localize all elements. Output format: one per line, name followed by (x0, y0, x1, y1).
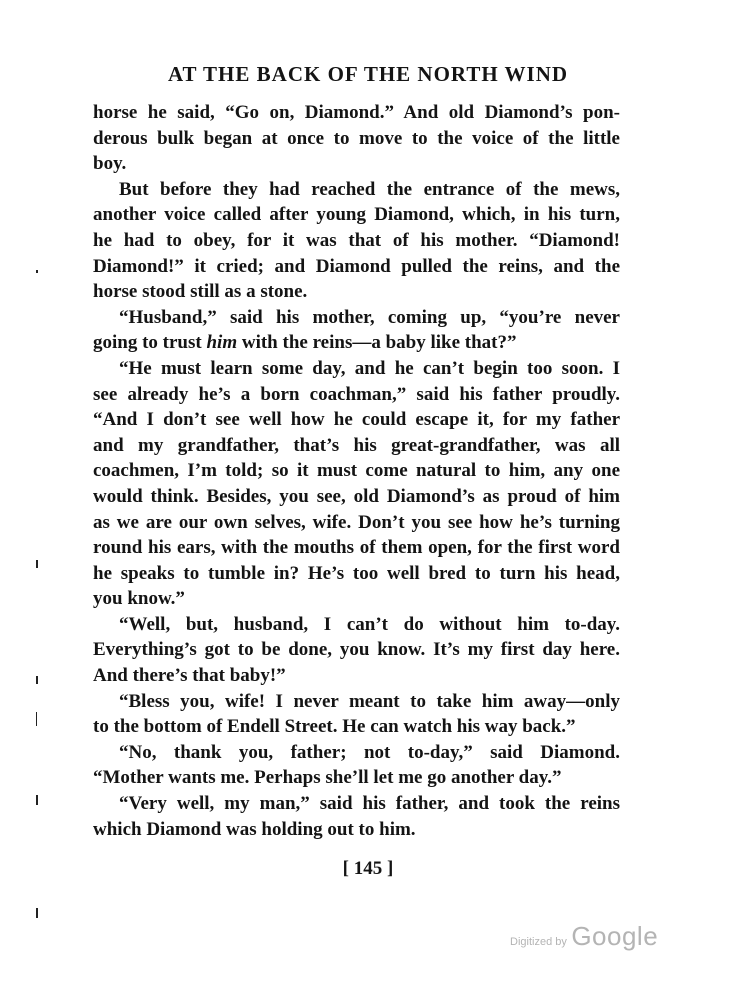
paragraph (93, 689, 620, 740)
text-line: you know.” (93, 588, 185, 610)
text-line: and my grandfather, that’s his great-grandfather, was all (93, 434, 620, 456)
paragraph (93, 305, 620, 356)
text-line: to the bottom of Endell Street. He can watch his way back.” (93, 716, 576, 738)
paragraph (93, 612, 620, 689)
text-line: another voice called after young Diamond, which, in his turn, (93, 204, 620, 226)
scan-mark (36, 270, 38, 273)
text-line: Everything’s got to be done, you know. It’s my first day here. (93, 639, 620, 661)
paragraph (93, 100, 620, 177)
text-line: which Diamond was holding out to him. (93, 818, 416, 840)
text-line: coachmen, I’m told; so it must come natural to him, any one (93, 460, 620, 482)
scan-mark (36, 795, 38, 805)
watermark-brand: Google (571, 921, 659, 951)
page-number: [ 145 ] (342, 858, 394, 879)
scan-mark (36, 908, 38, 918)
text-line: “Mother wants me. Perhaps she’ll let me go another day.” (93, 767, 562, 789)
text-line: he speaks to tumble in? He’s too well bred to turn his head, (93, 562, 620, 584)
watermark-prefix: Digitized by (510, 936, 567, 948)
text-line: boy. (93, 153, 127, 175)
text-line: round his ears, with the mouths of them open, for the first word (93, 537, 620, 559)
text-line: horse stood still as a stone. (93, 281, 308, 303)
digitized-by-google-watermark (510, 921, 658, 952)
scan-mark (36, 560, 38, 568)
paragraph (93, 356, 620, 612)
body-text (93, 100, 620, 842)
text-line: “Well, but, husband, I can’t do without him to-day. (119, 613, 620, 635)
paragraph (93, 791, 620, 842)
text-line: horse he said, “Go on, Diamond.” And old Diamond’s pon- (93, 102, 620, 123)
scan-mark (36, 676, 38, 684)
paragraph (93, 177, 620, 305)
text-line: going to trust him with the reins—a baby like that?” (93, 332, 517, 354)
text-line: “Very well, my man,” said his father, and took the reins (119, 793, 620, 815)
text-line: see already he’s a born coachman,” said his father proudly. (93, 383, 620, 405)
paragraph (93, 740, 620, 791)
text-line: derous bulk began at once to move to the voice of the little (93, 127, 620, 149)
text-line: “He must learn some day, and he can’t begin too soon. I (119, 357, 620, 379)
text-line: he had to obey, for it was that of his mother. “Diamond! (93, 229, 620, 251)
emphasized-word: him (206, 332, 238, 354)
text-line: would think. Besides, you see, old Diamond’s as proud of him (93, 485, 620, 507)
text-line: as we are our own selves, wife. Don’t you see how he’s turning (93, 511, 620, 533)
text-line: And there’s that baby!” (93, 665, 286, 687)
text-line: “No, thank you, father; not to-day,” said Diamond. (119, 741, 620, 763)
text-line: But before they had reached the entrance of the mews, (119, 178, 620, 200)
scan-mark (36, 712, 37, 726)
running-head: AT THE BACK OF THE NORTH WIND (167, 62, 569, 86)
text-line: Diamond!” it cried; and Diamond pulled the reins, and the (93, 255, 620, 277)
text-line: “Husband,” said his mother, coming up, “you’re never (119, 306, 620, 328)
text-line: “And I don’t see well how he could escape it, for my father (93, 409, 620, 431)
text-line: “Bless you, wife! I never meant to take him away—only (119, 690, 620, 712)
